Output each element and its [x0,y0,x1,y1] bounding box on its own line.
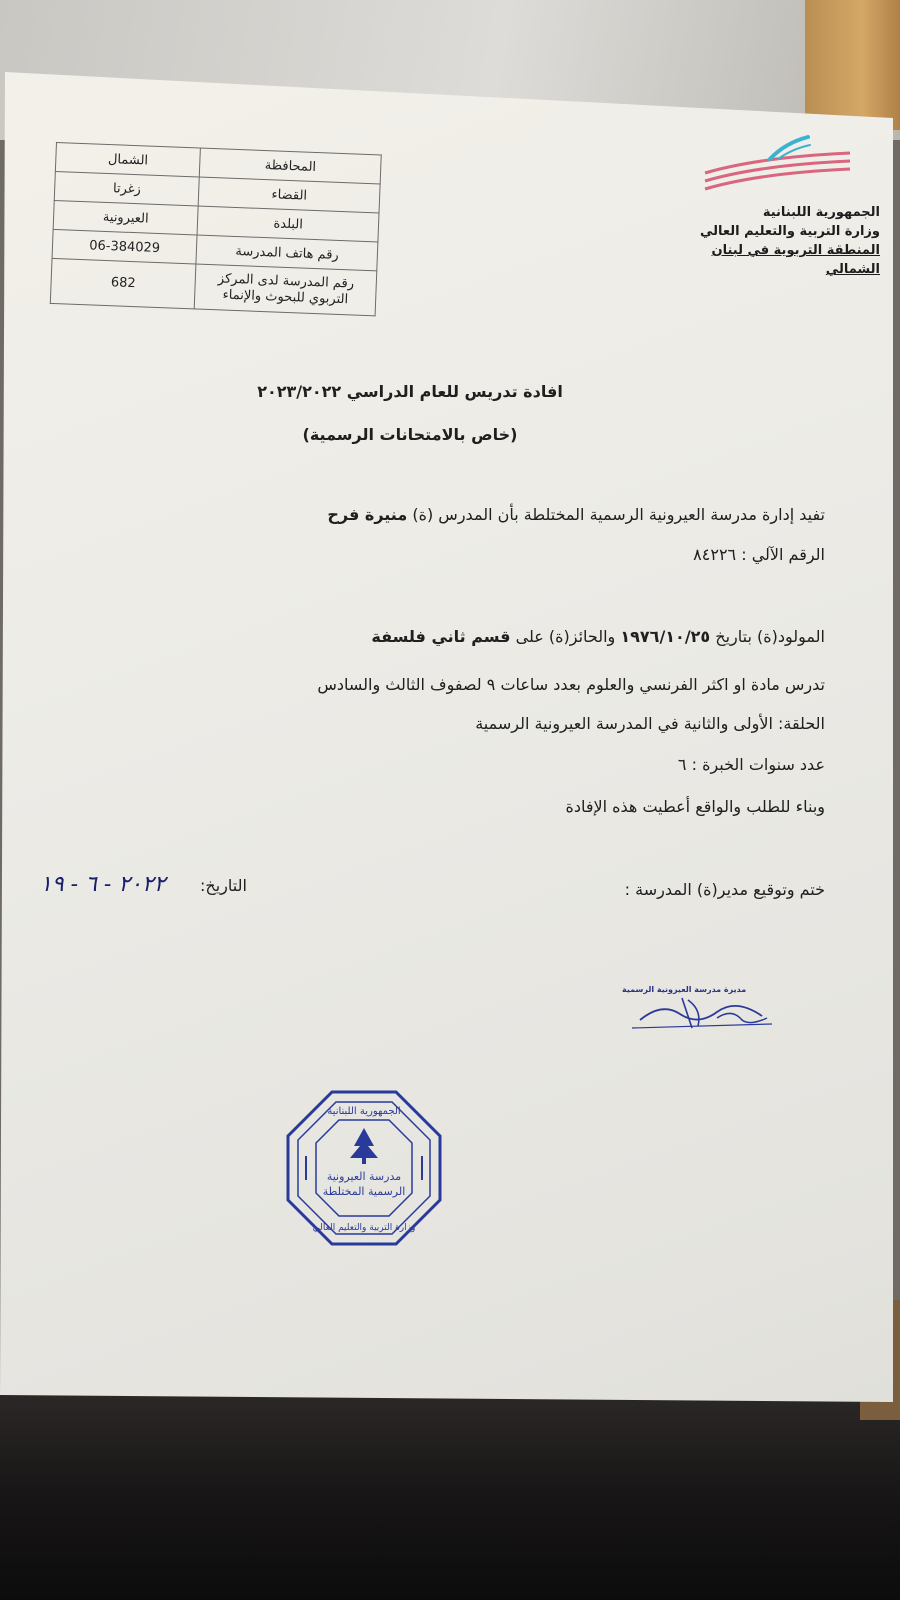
info-label: البلدة [197,206,379,242]
info-value: 06-384029 [52,229,197,264]
body-line-2: الرقم الآلي : ٨٤٢٢٦ [693,545,825,564]
signature-caption: مديرة مدرسة العيرونية الرسمية [622,985,747,994]
info-value: العيرونية [53,200,198,235]
document-title: افادة تدريس للعام الدراسي ٢٠٢٣/٢٠٢٢ [257,382,563,401]
ministry-name: وزارة التربية والتعليم العالي [699,224,880,239]
stamp-school-name-2: الرسمية المختلطة [322,1185,406,1198]
body-text: والحائز(ة) على [510,627,621,646]
body-line-3 [185,627,825,646]
body-text: تفيد إدارة مدرسة العيرونية الرسمية المختلطة بأن المدرس (ة) [407,505,825,524]
stamp-ring-top: الجمهورية اللبنانية [327,1106,401,1117]
republic-name: الجمهورية اللبنانية [762,205,880,220]
signature-icon [622,990,782,1040]
info-label: رقم هاتف المدرسة [196,235,378,271]
ministry-logo-icon [700,135,865,195]
stamp-ring-bottom: وزارة التربية والتعليم العالي [312,1223,416,1233]
info-value: زغرتا [54,171,199,206]
info-label: القضاء [198,177,380,213]
school-info-table [50,142,382,316]
stamp-school-name: مدرسة العيرونية [326,1170,402,1183]
body-line-6: عدد سنوات الخبرة : ٦ [677,755,825,774]
degree: قسم ثاني فلسفة [371,627,511,646]
info-label: رقم المدرسة لدى المركز التربوي للبحوث والإنماء [195,264,377,316]
birth-date: ١٩٧٦/١٠/٢٥ [620,627,711,646]
school-stamp-icon [284,1088,444,1248]
signature-label: ختم وتوقيع مدير(ة) المدرسة : [624,880,825,899]
body-line-1 [185,505,825,524]
body-text: المولود(ة) بتاريخ [710,627,825,646]
document-subtitle: (خاص بالامتحانات الرسمية) [302,425,518,444]
ministry-header [655,203,880,279]
body-line-5: الحلقة: الأولى والثانية في المدرسة العيرونية الرسمية [475,714,825,733]
teacher-name: منيرة فرح [327,505,408,524]
background-wood [805,0,900,130]
info-value: الشمال [55,143,200,178]
info-label: المحافظة [200,148,382,184]
body-line-4: تدرس مادة او اكثر الفرنسي والعلوم بعدد ساعات ٩ لصفوف الثالث والسادس [317,675,825,694]
region-name: المنطقة التربوية في لبنان الشمالي [711,243,880,277]
info-value: 682 [50,258,196,309]
body-line-7: وبناء للطلب والواقع أعطيت هذه الإفادة [565,797,825,816]
handwritten-date: ٢٠٢٢ - ٦ - ١٩ [40,872,166,897]
background-dark-surface [0,1375,900,1600]
date-label: التاريخ: [200,876,247,895]
